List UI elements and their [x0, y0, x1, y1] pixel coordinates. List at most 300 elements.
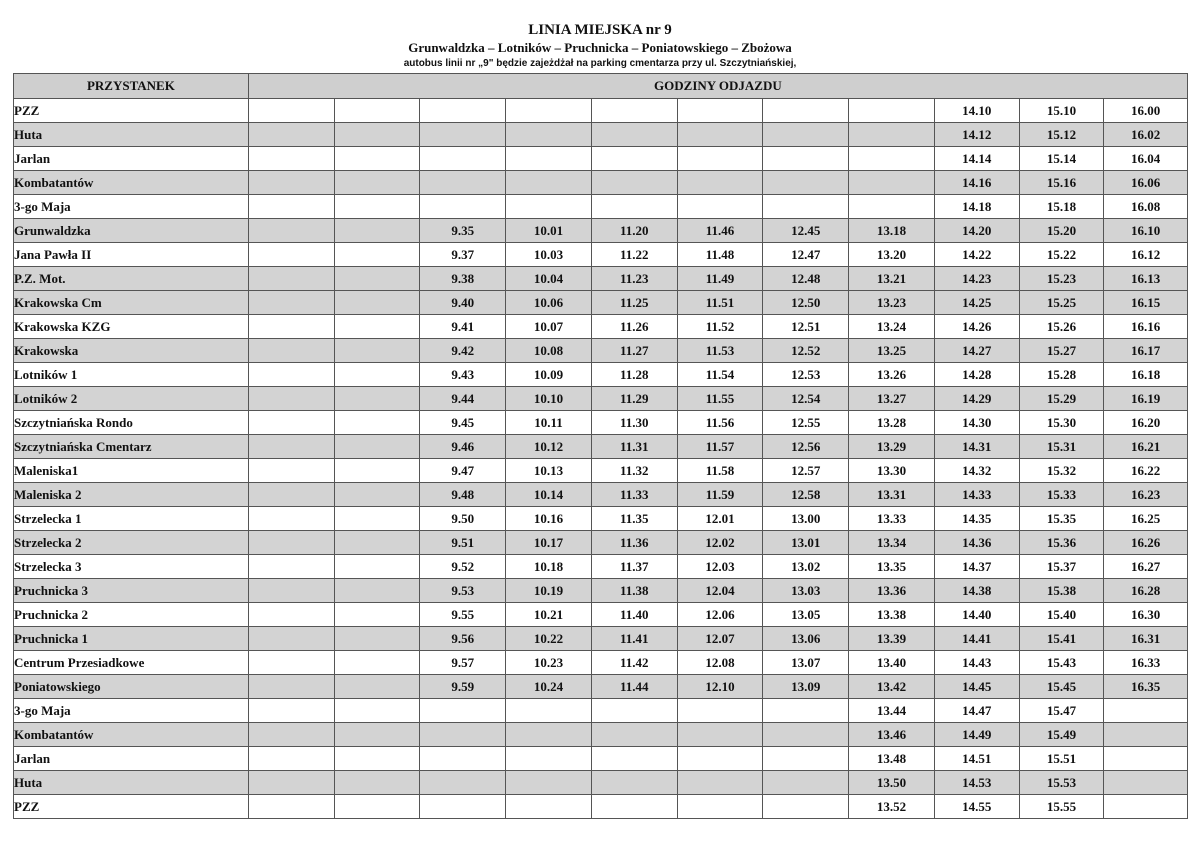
departure-time: 14.47	[934, 699, 1019, 723]
departure-time	[849, 147, 935, 171]
departure-time: 9.50	[420, 507, 506, 531]
departure-time: 16.06	[1104, 171, 1188, 195]
departure-time	[849, 195, 935, 219]
stop-name: Szczytniańska Rondo	[14, 411, 249, 435]
departure-time: 13.18	[849, 219, 935, 243]
stop-name: PZZ	[14, 99, 249, 123]
departure-time: 15.27	[1019, 339, 1104, 363]
departure-time	[334, 507, 420, 531]
departure-time: 16.31	[1104, 627, 1188, 651]
departure-time: 12.08	[677, 651, 763, 675]
departure-time	[334, 531, 420, 555]
route-subtitle: Grunwaldzka – Lotników – Pruchnicka – Poniatowskiego – Zbożowa	[408, 40, 792, 55]
departure-time	[334, 171, 420, 195]
departure-time: 14.41	[934, 627, 1019, 651]
departure-time	[420, 795, 506, 819]
departure-time	[763, 795, 849, 819]
departure-time: 11.55	[677, 387, 763, 411]
departure-time: 11.42	[591, 651, 677, 675]
departure-time: 16.04	[1104, 147, 1188, 171]
departure-time: 14.27	[934, 339, 1019, 363]
table-row	[14, 267, 1188, 291]
departure-time	[334, 699, 420, 723]
departure-time: 15.14	[1019, 147, 1104, 171]
departure-time: 10.24	[506, 675, 592, 699]
departure-time	[677, 771, 763, 795]
departure-time: 14.37	[934, 555, 1019, 579]
departure-time	[420, 195, 506, 219]
departure-time: 11.30	[591, 411, 677, 435]
departure-time	[677, 723, 763, 747]
departure-time: 13.46	[849, 723, 935, 747]
departure-time: 12.50	[763, 291, 849, 315]
departure-time: 14.20	[934, 219, 1019, 243]
departure-time	[248, 555, 334, 579]
departure-time: 13.25	[849, 339, 935, 363]
departure-time: 11.59	[677, 483, 763, 507]
departure-time: 13.20	[849, 243, 935, 267]
departure-time	[248, 675, 334, 699]
stop-name: Jana Pawła II	[14, 243, 249, 267]
departure-time: 13.48	[849, 747, 935, 771]
departure-time: 12.07	[677, 627, 763, 651]
departure-time	[334, 675, 420, 699]
departure-time	[248, 147, 334, 171]
departure-time	[248, 603, 334, 627]
departure-time: 10.23	[506, 651, 592, 675]
departure-time	[763, 771, 849, 795]
departure-time: 9.40	[420, 291, 506, 315]
departure-time: 10.06	[506, 291, 592, 315]
departure-time: 15.22	[1019, 243, 1104, 267]
departure-time: 12.53	[763, 363, 849, 387]
departure-time: 16.15	[1104, 291, 1188, 315]
departure-time: 12.48	[763, 267, 849, 291]
departure-time: 15.25	[1019, 291, 1104, 315]
departure-time	[248, 459, 334, 483]
departure-time	[334, 627, 420, 651]
departure-time: 9.41	[420, 315, 506, 339]
departure-time: 12.04	[677, 579, 763, 603]
departure-time: 10.22	[506, 627, 592, 651]
departure-time	[591, 723, 677, 747]
departure-time	[849, 99, 935, 123]
stop-name: Huta	[14, 771, 249, 795]
departure-time: 9.55	[420, 603, 506, 627]
departure-time	[334, 579, 420, 603]
departure-time: 14.51	[934, 747, 1019, 771]
departure-time: 14.25	[934, 291, 1019, 315]
table-row	[14, 291, 1188, 315]
departure-time	[763, 99, 849, 123]
departure-time: 9.57	[420, 651, 506, 675]
departure-time: 11.46	[677, 219, 763, 243]
timetable-header	[14, 74, 1188, 99]
departure-time: 15.23	[1019, 267, 1104, 291]
departure-time: 11.38	[591, 579, 677, 603]
departure-time: 11.44	[591, 675, 677, 699]
departure-time	[1104, 723, 1188, 747]
header-times: GODZINY ODJAZDU	[248, 74, 1187, 99]
departure-time: 11.48	[677, 243, 763, 267]
departure-time: 11.33	[591, 483, 677, 507]
stop-name: 3-go Maja	[14, 699, 249, 723]
departure-time	[506, 147, 592, 171]
departure-time: 16.30	[1104, 603, 1188, 627]
departure-time: 13.29	[849, 435, 935, 459]
departure-time	[248, 339, 334, 363]
departure-time: 14.40	[934, 603, 1019, 627]
departure-time: 14.22	[934, 243, 1019, 267]
stop-name: Huta	[14, 123, 249, 147]
departure-time	[334, 459, 420, 483]
departure-time: 13.50	[849, 771, 935, 795]
departure-time	[763, 195, 849, 219]
departure-time: 12.54	[763, 387, 849, 411]
departure-time: 13.27	[849, 387, 935, 411]
departure-time	[677, 147, 763, 171]
departure-time: 11.49	[677, 267, 763, 291]
departure-time	[1104, 747, 1188, 771]
departure-time	[248, 699, 334, 723]
departure-time: 10.19	[506, 579, 592, 603]
departure-time: 13.30	[849, 459, 935, 483]
departure-time	[506, 195, 592, 219]
departure-time	[420, 123, 506, 147]
departure-time: 15.32	[1019, 459, 1104, 483]
departure-time: 14.18	[934, 195, 1019, 219]
departure-time: 9.51	[420, 531, 506, 555]
departure-time: 13.33	[849, 507, 935, 531]
departure-time: 16.27	[1104, 555, 1188, 579]
departure-time	[1104, 771, 1188, 795]
departure-time: 14.26	[934, 315, 1019, 339]
departure-time: 13.00	[763, 507, 849, 531]
departure-time	[248, 651, 334, 675]
departure-time	[334, 603, 420, 627]
departure-time: 9.37	[420, 243, 506, 267]
departure-time: 9.45	[420, 411, 506, 435]
departure-time	[248, 579, 334, 603]
departure-time	[420, 699, 506, 723]
departure-time	[334, 243, 420, 267]
departure-time: 10.11	[506, 411, 592, 435]
departure-time	[248, 723, 334, 747]
departure-time: 15.36	[1019, 531, 1104, 555]
departure-time: 11.22	[591, 243, 677, 267]
departure-time	[506, 123, 592, 147]
table-row	[14, 339, 1188, 363]
departure-time: 11.54	[677, 363, 763, 387]
departure-time: 13.36	[849, 579, 935, 603]
departure-time: 11.27	[591, 339, 677, 363]
table-row	[14, 531, 1188, 555]
departure-time: 10.01	[506, 219, 592, 243]
departure-time: 15.47	[1019, 699, 1104, 723]
departure-time: 16.21	[1104, 435, 1188, 459]
departure-time: 11.36	[591, 531, 677, 555]
departure-time: 15.26	[1019, 315, 1104, 339]
departure-time: 14.12	[934, 123, 1019, 147]
departure-time: 14.23	[934, 267, 1019, 291]
stop-name: Centrum Przesiadkowe	[14, 651, 249, 675]
stop-name: Pruchnicka 1	[14, 627, 249, 651]
departure-time: 11.41	[591, 627, 677, 651]
departure-time: 16.35	[1104, 675, 1188, 699]
departure-time	[334, 483, 420, 507]
departure-time	[591, 699, 677, 723]
departure-time	[591, 99, 677, 123]
departure-time: 9.56	[420, 627, 506, 651]
departure-time: 14.31	[934, 435, 1019, 459]
departure-time: 14.29	[934, 387, 1019, 411]
departure-time: 14.30	[934, 411, 1019, 435]
departure-time	[248, 99, 334, 123]
table-row	[14, 171, 1188, 195]
departure-time: 9.43	[420, 363, 506, 387]
stop-name: Szczytniańska Cmentarz	[14, 435, 249, 459]
departure-time	[334, 195, 420, 219]
departure-time: 11.26	[591, 315, 677, 339]
departure-time: 11.37	[591, 555, 677, 579]
stop-name: Pruchnicka 3	[14, 579, 249, 603]
departure-time: 12.51	[763, 315, 849, 339]
departure-time: 11.51	[677, 291, 763, 315]
departure-time: 13.21	[849, 267, 935, 291]
departure-time: 15.40	[1019, 603, 1104, 627]
table-row	[14, 387, 1188, 411]
stop-name: Grunwaldzka	[14, 219, 249, 243]
departure-time: 14.36	[934, 531, 1019, 555]
departure-time: 12.02	[677, 531, 763, 555]
departure-time	[334, 435, 420, 459]
departure-time: 13.23	[849, 291, 935, 315]
departure-time: 12.01	[677, 507, 763, 531]
departure-time: 10.12	[506, 435, 592, 459]
departure-time: 13.26	[849, 363, 935, 387]
departure-time: 10.03	[506, 243, 592, 267]
departure-time: 15.49	[1019, 723, 1104, 747]
departure-time: 12.06	[677, 603, 763, 627]
departure-time: 14.10	[934, 99, 1019, 123]
table-row	[14, 411, 1188, 435]
stop-name: 3-go Maja	[14, 195, 249, 219]
departure-time: 15.41	[1019, 627, 1104, 651]
departure-time: 11.28	[591, 363, 677, 387]
departure-time: 15.12	[1019, 123, 1104, 147]
departure-time: 10.14	[506, 483, 592, 507]
departure-time: 11.20	[591, 219, 677, 243]
stop-name: Maleniska1	[14, 459, 249, 483]
departure-time: 15.18	[1019, 195, 1104, 219]
departure-time: 13.52	[849, 795, 935, 819]
departure-time: 14.33	[934, 483, 1019, 507]
departure-time: 12.56	[763, 435, 849, 459]
departure-time: 13.05	[763, 603, 849, 627]
departure-time: 16.26	[1104, 531, 1188, 555]
table-row	[14, 123, 1188, 147]
table-row	[14, 243, 1188, 267]
departure-time	[334, 771, 420, 795]
departure-time: 11.58	[677, 459, 763, 483]
timetable-body	[14, 99, 1188, 819]
departure-time: 10.08	[506, 339, 592, 363]
departure-time	[334, 555, 420, 579]
departure-time: 10.18	[506, 555, 592, 579]
stop-name: Krakowska KZG	[14, 315, 249, 339]
table-row	[14, 459, 1188, 483]
departure-time: 11.53	[677, 339, 763, 363]
departure-time: 12.03	[677, 555, 763, 579]
departure-time	[506, 171, 592, 195]
departure-time	[677, 195, 763, 219]
departure-time: 16.22	[1104, 459, 1188, 483]
departure-time: 15.35	[1019, 507, 1104, 531]
departure-time	[1104, 795, 1188, 819]
departure-time: 10.09	[506, 363, 592, 387]
departure-time: 9.42	[420, 339, 506, 363]
departure-time	[506, 699, 592, 723]
departure-time	[334, 339, 420, 363]
table-row	[14, 723, 1188, 747]
departure-time	[506, 795, 592, 819]
departure-time	[677, 99, 763, 123]
departure-time: 16.08	[1104, 195, 1188, 219]
stop-name: P.Z. Mot.	[14, 267, 249, 291]
departure-time: 13.38	[849, 603, 935, 627]
stop-name: Pruchnicka 2	[14, 603, 249, 627]
departure-time	[248, 315, 334, 339]
departure-time: 13.09	[763, 675, 849, 699]
table-row	[14, 627, 1188, 651]
table-row	[14, 195, 1188, 219]
departure-time: 11.29	[591, 387, 677, 411]
stop-name: Maleniska 2	[14, 483, 249, 507]
departure-time: 16.00	[1104, 99, 1188, 123]
departure-time	[248, 171, 334, 195]
departure-time	[763, 123, 849, 147]
departure-time: 16.02	[1104, 123, 1188, 147]
table-row	[14, 675, 1188, 699]
stop-name: Jarlan	[14, 747, 249, 771]
departure-time	[334, 315, 420, 339]
stop-name: Krakowska Cm	[14, 291, 249, 315]
departure-time: 13.44	[849, 699, 935, 723]
departure-time	[591, 771, 677, 795]
table-row	[14, 603, 1188, 627]
departure-time: 14.32	[934, 459, 1019, 483]
table-row	[14, 219, 1188, 243]
table-row	[14, 315, 1188, 339]
departure-time: 16.12	[1104, 243, 1188, 267]
table-row	[14, 651, 1188, 675]
departure-time	[677, 123, 763, 147]
departure-time: 10.16	[506, 507, 592, 531]
departure-time: 13.31	[849, 483, 935, 507]
departure-time	[334, 147, 420, 171]
departure-time: 16.13	[1104, 267, 1188, 291]
departure-time	[420, 99, 506, 123]
departure-time	[334, 123, 420, 147]
stop-name: PZZ	[14, 795, 249, 819]
departure-time: 9.38	[420, 267, 506, 291]
departure-time	[506, 747, 592, 771]
departure-time: 11.31	[591, 435, 677, 459]
header-stop: PRZYSTANEK	[14, 74, 249, 99]
departure-time: 12.58	[763, 483, 849, 507]
route-note: autobus linii nr „9" będzie zajeżdżał na parking cmentarza przy ul. Szczytniańskiej,	[403, 58, 797, 69]
departure-time: 15.37	[1019, 555, 1104, 579]
stop-name: Jarlan	[14, 147, 249, 171]
departure-time	[334, 651, 420, 675]
departure-time	[591, 147, 677, 171]
departure-time	[248, 195, 334, 219]
departure-time	[334, 411, 420, 435]
departure-time	[420, 147, 506, 171]
departure-time	[420, 747, 506, 771]
stop-name: Lotników 2	[14, 387, 249, 411]
departure-time: 12.47	[763, 243, 849, 267]
departure-time: 12.10	[677, 675, 763, 699]
table-row	[14, 579, 1188, 603]
departure-time	[420, 771, 506, 795]
stop-name: Strzelecka 1	[14, 507, 249, 531]
departure-time: 15.38	[1019, 579, 1104, 603]
departure-time: 9.59	[420, 675, 506, 699]
departure-time: 10.13	[506, 459, 592, 483]
departure-time: 13.42	[849, 675, 935, 699]
departure-time	[420, 171, 506, 195]
departure-time	[248, 243, 334, 267]
departure-time: 16.25	[1104, 507, 1188, 531]
departure-time	[506, 771, 592, 795]
departure-time: 11.57	[677, 435, 763, 459]
timetable	[13, 73, 1188, 819]
table-row	[14, 771, 1188, 795]
departure-time: 16.23	[1104, 483, 1188, 507]
table-row	[14, 747, 1188, 771]
departure-time	[248, 507, 334, 531]
departure-time: 14.53	[934, 771, 1019, 795]
departure-time: 11.56	[677, 411, 763, 435]
departure-time: 16.33	[1104, 651, 1188, 675]
departure-time	[763, 723, 849, 747]
table-row	[14, 555, 1188, 579]
departure-time: 15.43	[1019, 651, 1104, 675]
departure-time: 12.45	[763, 219, 849, 243]
departure-time: 10.17	[506, 531, 592, 555]
departure-time: 13.24	[849, 315, 935, 339]
table-row	[14, 507, 1188, 531]
table-row	[14, 699, 1188, 723]
stop-name: Krakowska	[14, 339, 249, 363]
departure-time	[334, 267, 420, 291]
departure-time	[763, 147, 849, 171]
departure-time: 10.07	[506, 315, 592, 339]
departure-time	[248, 363, 334, 387]
departure-time: 16.17	[1104, 339, 1188, 363]
departure-time: 14.38	[934, 579, 1019, 603]
departure-time: 9.44	[420, 387, 506, 411]
departure-time	[849, 123, 935, 147]
departure-time	[334, 363, 420, 387]
departure-time	[677, 795, 763, 819]
departure-time: 14.16	[934, 171, 1019, 195]
departure-time	[248, 123, 334, 147]
departure-time: 11.25	[591, 291, 677, 315]
departure-time: 11.35	[591, 507, 677, 531]
departure-time: 13.28	[849, 411, 935, 435]
